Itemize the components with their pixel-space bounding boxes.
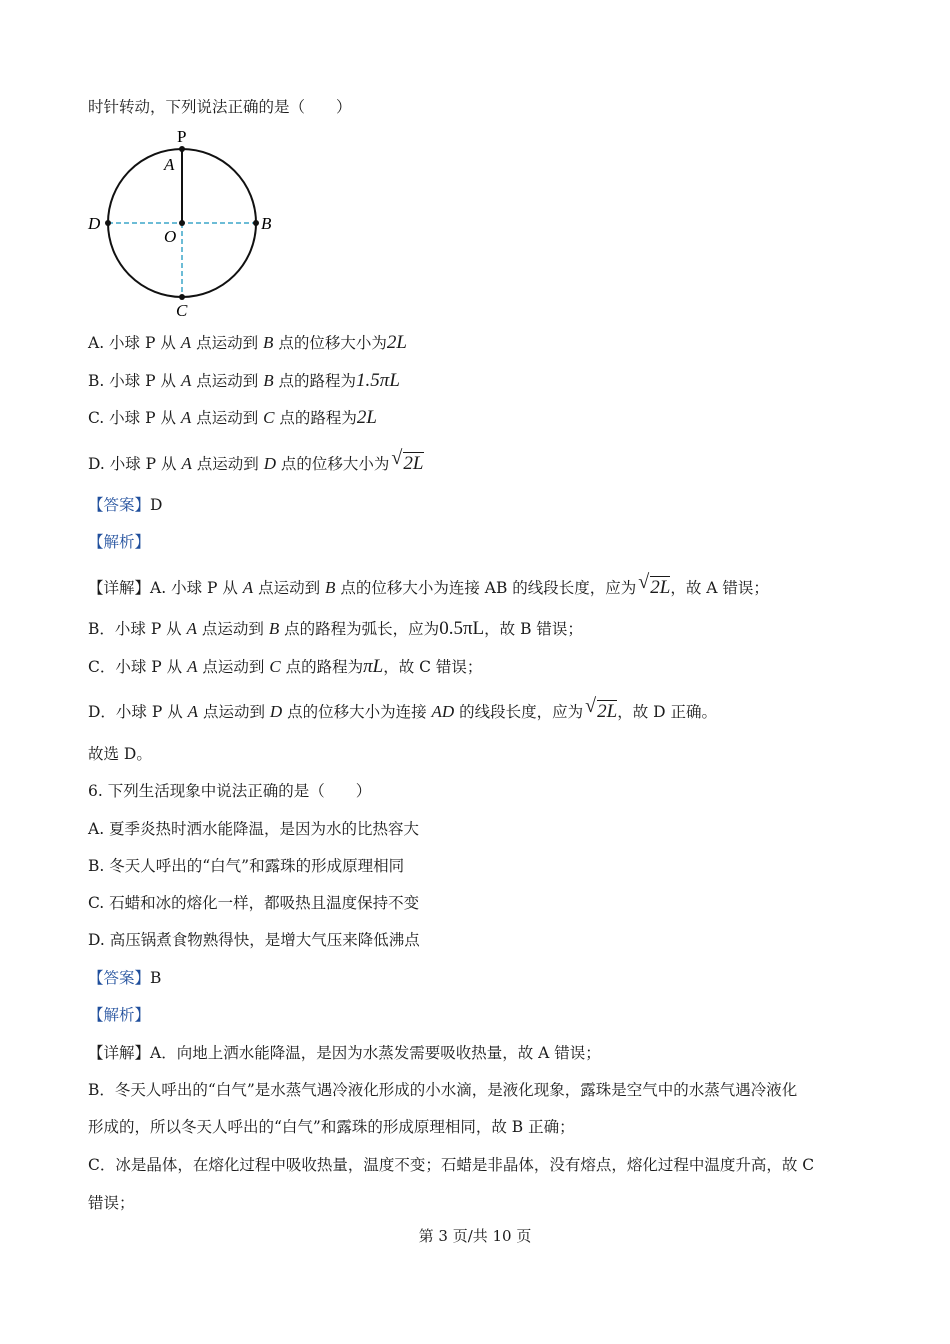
q6-option-a: A. 夏季炎热时洒水能降温，是因为水的比热容大 [88,820,420,838]
q5-conclusion: 故选 D。 [88,745,152,763]
q5-answer: 【答案】D [88,496,163,514]
q5-option-a: A. 小球 P 从 A 点运动到 B 点的位移大小为2L [88,332,407,353]
point-D [105,220,111,226]
q6-option-d: D. 高压锅煮食物熟得快，是增大气压来降低沸点 [88,931,420,949]
label-B: B [261,214,272,233]
q5-detail-b: B．小球 P 从 A 点运动到 B 点的路程为弧长，应为0.5πL，故 B 错误； [88,618,583,639]
q6-stem: 6. 下列生活现象中说法正确的是（ ） [88,782,372,800]
q6-detail-a: 【详解】A．向地上洒水能降温，是因为水蒸发需要吸收热量，故 A 错误； [88,1044,601,1062]
q5-option-b: B. 小球 P 从 A 点运动到 B 点的路程为1.5πL [88,370,400,391]
label-A: A [164,155,175,174]
label-P: P [177,127,187,146]
q6-detail-c1: C．冰是晶体，在熔化过程中吸收热量，温度不变；石蜡是非晶体，没有熔点，熔化过程中温度升高，故 C [88,1156,815,1174]
point-C [179,294,185,300]
label-C: C [176,301,188,320]
q6-detail-b2: 形成的，所以冬天人呼出的“白气”和露珠的形成原理相同，故 B 正确； [88,1118,575,1136]
q6-detail-c2: 错误； [88,1194,135,1212]
sqrt-expression: √ 2L [391,447,424,474]
q5-detail-c: C．小球 P 从 A 点运动到 C 点的路程为πL，故 C 错误； [88,656,483,677]
q5-detail-d: D．小球 P 从 A 点运动到 D 点的位移大小为连接 AD 的线段长度，应为 √ 2L，故 D 正确。 [88,695,718,722]
point-B [253,220,259,226]
label-D: D [88,214,101,233]
q5-analysis-tag: 【解析】 [88,533,151,551]
point-P [179,146,185,152]
q5-intro: 时针转动，下列说法正确的是（ ） [88,98,352,116]
q5-option-c: C. 小球 P 从 A 点运动到 C 点的路程为2L [88,407,377,428]
q6-option-b: B. 冬天人呼出的“白气”和露珠的形成原理相同 [88,857,405,875]
page-footer: 第 3 页/共 10 页 [418,1227,532,1245]
q6-analysis-tag: 【解析】 [88,1006,151,1024]
q5-option-d: D. 小球 P 从 A 点运动到 D 点的位移大小为 √ 2L [88,447,424,474]
q6-detail-b1: B．冬天人呼出的“白气”是水蒸气遇冷液化形成的小水滴，是液化现象，露珠是空气中的水蒸气遇冷液化 [88,1081,798,1099]
q6-answer: 【答案】B [88,969,162,987]
label-O: O [164,227,177,246]
point-O [179,220,185,226]
circle-diagram [84,126,284,326]
q6-option-c: C. 石蜡和冰的熔化一样，都吸热且温度保持不变 [88,894,420,912]
q5-detail-a: 【详解】A. 小球 P 从 A 点运动到 B 点的位移大小为连接 AB 的线段长度，应为 √ 2L，故 A 错误； [88,571,769,598]
